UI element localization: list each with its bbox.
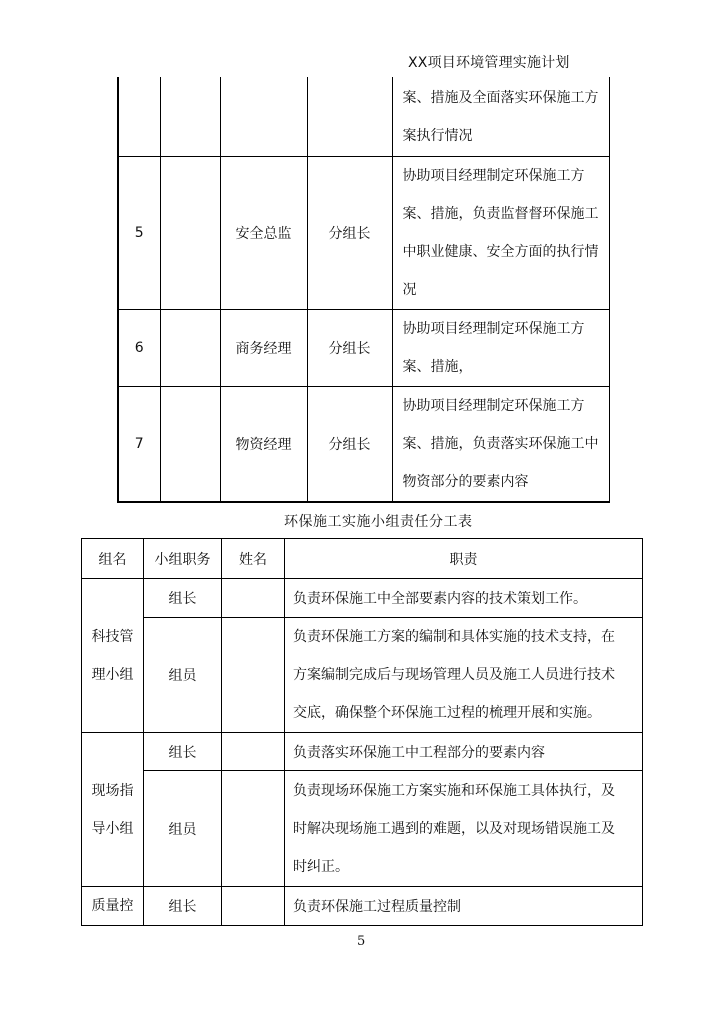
duty-cell (285, 771, 643, 887)
table-row (118, 156, 609, 309)
group-name-line: 科技管 (91, 628, 134, 645)
duty-line: 中职业健康、安全方面的执行情 (402, 243, 599, 260)
group-name-line: 理小组 (91, 666, 134, 683)
position-cell: 物资经理 (220, 386, 307, 502)
post-cell: 组员 (144, 771, 222, 887)
post-cell: 组长 (144, 579, 222, 618)
duty-line: 负责环保施工方案的编制和具体实施的技术支持，在 (293, 629, 615, 645)
header-duty: 职责 (285, 539, 643, 579)
table-row (82, 618, 643, 733)
duty-cell (392, 309, 609, 386)
table-row (118, 77, 609, 156)
duty-line: 时解决现场施工遇到的难题，以及对现场错误施工及 (293, 820, 615, 837)
duty-line: 协助项目经理制定环保施工方 (402, 167, 585, 184)
duty-line: 案、措施，负责落实环保施工中 (402, 435, 599, 452)
duty-line: 负责现场环保施工方案实施和环保施工具体执行，及 (293, 782, 615, 799)
duty-line: 方案编制完成后与现场管理人员及施工人员进行技术 (293, 667, 615, 683)
duty-line: 案执行情况 (402, 128, 473, 144)
page-number: 5 (357, 934, 366, 949)
responsibility-table-continued (117, 77, 610, 503)
header-group: 组名 (82, 539, 144, 579)
name-cell (222, 771, 285, 887)
group-name-line: 导小组 (91, 820, 134, 837)
duty-line: 物资部分的要素内容 (402, 473, 529, 490)
role-cell: 分组长 (307, 309, 392, 386)
page-header-title: XX项目环境管理实施计划 (408, 55, 570, 71)
duty-line: 协助项目经理制定环保施工方 (402, 320, 585, 337)
group-name-cell (82, 887, 144, 926)
table-caption: 环保施工实施小组责任分工表 (284, 514, 473, 530)
position-cell: 商务经理 (220, 309, 307, 386)
empty-cell (160, 77, 220, 156)
duty-line: 况 (402, 281, 417, 298)
role-cell (307, 77, 392, 156)
duty-cell (392, 156, 609, 309)
position-cell (220, 77, 307, 156)
duty-line: 协助项目经理制定环保施工方 (402, 397, 585, 414)
duty-line: 时纠正。 (293, 858, 349, 875)
table-row (82, 733, 643, 771)
post-cell: 组员 (144, 618, 222, 733)
group-name-cell (82, 579, 144, 733)
duty-line: 案、措施， (402, 358, 473, 375)
row-number: 6 (118, 309, 160, 386)
empty-cell (160, 386, 220, 502)
post-cell: 组长 (144, 733, 222, 771)
duty-line: 负责落实环保施工中工程部分的要素内容 (293, 744, 545, 761)
table-row (82, 771, 643, 887)
row-number: 5 (118, 156, 160, 309)
role-cell: 分组长 (307, 386, 392, 502)
name-cell (222, 733, 285, 771)
table-header-row (82, 539, 643, 579)
duty-line: 案、措施及全面落实环保施工方 (402, 90, 599, 106)
duty-cell (285, 887, 643, 926)
name-cell (222, 618, 285, 733)
group-name-cell (82, 733, 144, 887)
duty-cell (392, 77, 609, 156)
table-row (82, 579, 643, 618)
duty-cell (285, 618, 643, 733)
group-name-line: 质量控 (91, 898, 134, 914)
table-row (118, 386, 609, 502)
group-duty-table (81, 538, 643, 926)
header-post: 小组职务 (144, 539, 222, 579)
table-row (82, 887, 643, 926)
row-number: 7 (118, 386, 160, 502)
duty-cell (285, 579, 643, 618)
header-name: 姓名 (222, 539, 285, 579)
post-cell: 组长 (144, 887, 222, 926)
duty-cell (392, 386, 609, 502)
duty-line: 案、措施，负责监督督环保施工 (402, 205, 599, 222)
duty-line: 交底，确保整个环保施工过程的梳理开展和实施。 (293, 705, 601, 721)
duty-line: 负责环保施工过程质量控制 (293, 899, 461, 915)
group-name-line: 现场指 (91, 782, 134, 799)
empty-cell (160, 309, 220, 386)
role-cell: 分组长 (307, 156, 392, 309)
duty-line: 负责环保施工中全部要素内容的技术策划工作。 (293, 591, 587, 607)
table-row (118, 309, 609, 386)
empty-cell (160, 156, 220, 309)
position-cell: 安全总监 (220, 156, 307, 309)
duty-cell (285, 733, 643, 771)
row-number (118, 77, 160, 156)
name-cell (222, 579, 285, 618)
name-cell (222, 887, 285, 926)
